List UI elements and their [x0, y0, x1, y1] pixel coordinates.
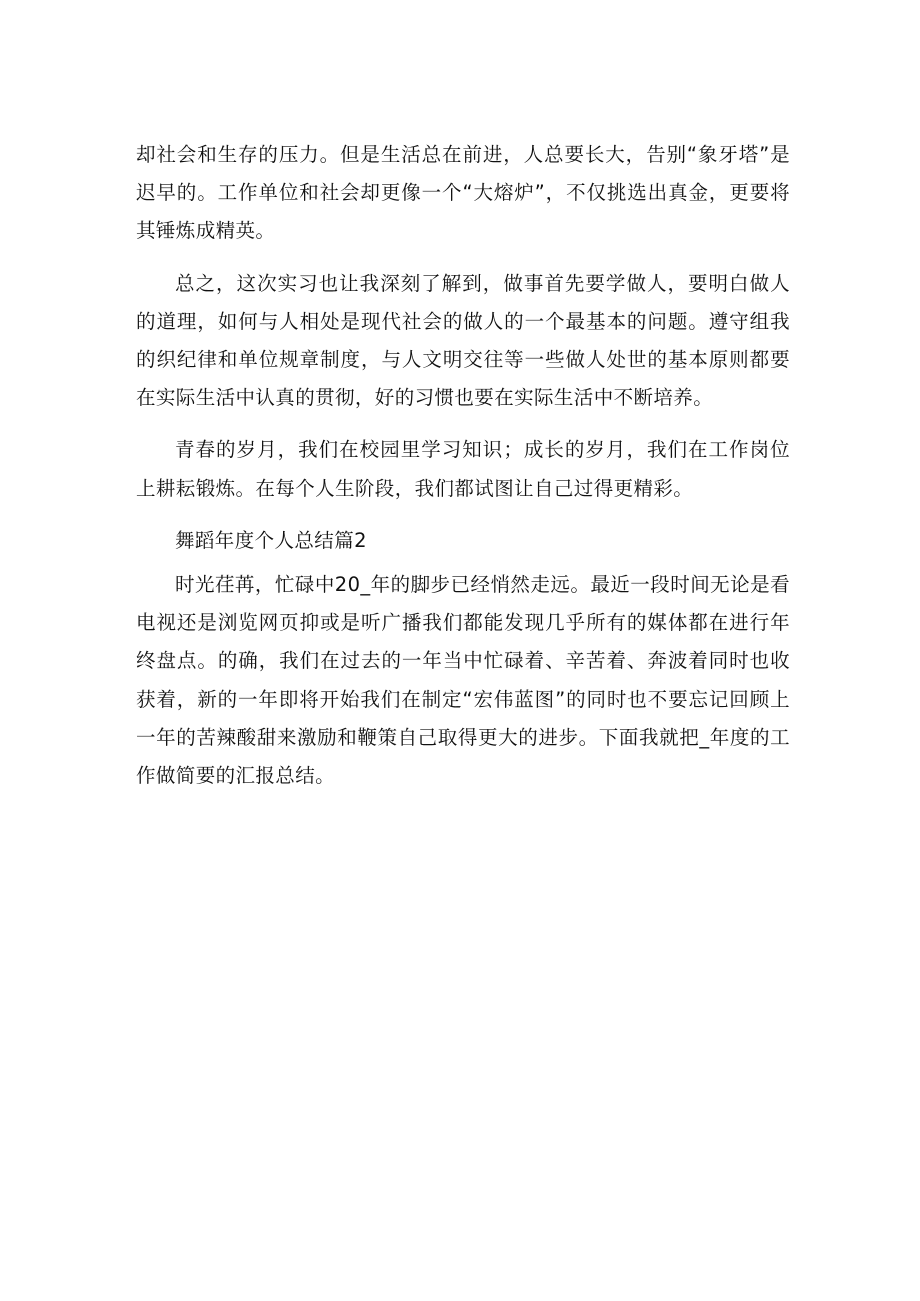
section-heading: 舞蹈年度个人总结篇2 — [175, 528, 367, 552]
paragraph-year-summary: 时光荏苒，忙碌中20_年的脚步已经悄然走远。最近一段时间无论是看电视还是浏览网页抑或是听广播我们都能发现几乎所有的媒体都在进行年终盘点。的确，我们在过去的一年当中忙碌着、辛苦着、奔波着同时也收获着，新的一年即将开始我们在制定“宏伟蓝图”的同时也不要忘记回顾上一年的苦辣酸甜来激励和鞭策自己取得更大的进步。下面我就把_年度的工作做简要的汇报总结。 — [136, 573, 790, 788]
paragraph-youth: 青春的岁月，我们在校园里学习知识；成长的岁月，我们在工作岗位上耕耘锻炼。在每个人生阶段，我们都试图让自己过得更精彩。 — [136, 438, 790, 500]
paragraph-continued: 却社会和生存的压力。但是生活总在前进，人总要长大，告别“象牙塔”是迟早的。工作单位和社会却更像一个“大熔炉”，不仅挑选出真金，更要将其锤炼成精英。 — [136, 143, 790, 243]
document-body — [136, 136, 790, 809]
paragraph-internship-lesson: 总之，这次实习也让我深刻了解到，做事首先要学做人，要明白做人的道理，如何与人相处是现代社会的做人的一个最基本的问题。遵守组我的织纪律和单位规章制度，与人文明交往等一些做人处世的基本原则都要在实际生活中认真的贯彻，好的习惯也要在实际生活中不断培养。 — [136, 271, 790, 410]
